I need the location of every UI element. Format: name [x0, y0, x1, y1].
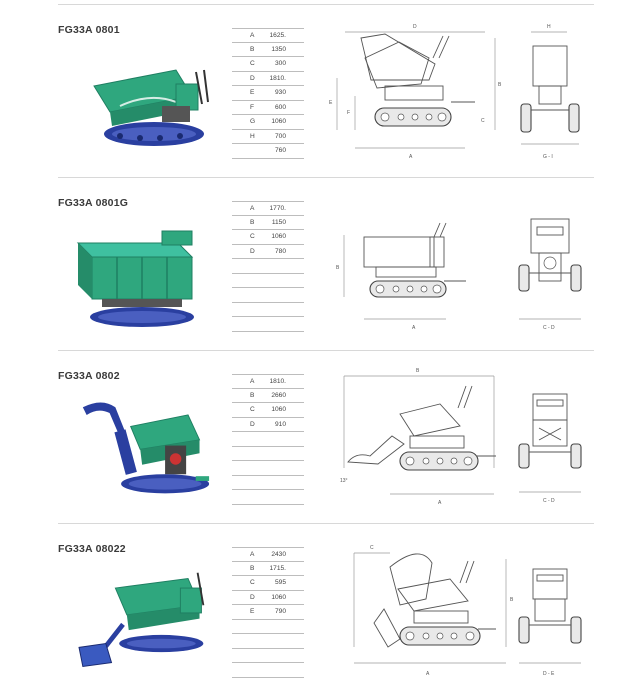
- spec-table: [232, 547, 304, 678]
- spec-row: F 600: [232, 101, 304, 116]
- spec-row: D 1060: [232, 591, 304, 606]
- spec-row: A 1810.: [232, 374, 304, 389]
- front-view-drawing: [515, 388, 585, 510]
- spec-row: B 1150: [232, 216, 304, 231]
- front-view-drawing: [515, 18, 585, 168]
- spec-row: C 595: [232, 576, 304, 591]
- svg-text:C - D: C - D: [543, 325, 555, 331]
- spec-row: [232, 476, 304, 491]
- svg-text:D: D: [413, 24, 417, 30]
- spec-row: [232, 620, 304, 635]
- spec-row: D 910: [232, 418, 304, 433]
- model-name: FG33A 0802: [58, 370, 120, 382]
- front-view-drawing: [515, 563, 585, 687]
- machine-photo-open-box: [62, 221, 217, 331]
- machine-photo-self-loader: [70, 392, 220, 502]
- spec-row: E 930: [232, 86, 304, 101]
- spec-row: D 780: [232, 245, 304, 260]
- svg-text:B: B: [336, 265, 340, 271]
- side-view-drawing: [325, 18, 500, 168]
- spec-row: [232, 432, 304, 447]
- spec-row: B 2660: [232, 389, 304, 404]
- spec-table: [232, 374, 304, 505]
- product-section-2: [0, 177, 639, 349]
- svg-text:C: C: [481, 118, 485, 124]
- svg-text:E: E: [329, 100, 333, 106]
- svg-text:B: B: [416, 368, 420, 374]
- spec-row: E 790: [232, 605, 304, 620]
- spec-row: C 1060: [232, 403, 304, 418]
- spec-row: A 1770.: [232, 201, 304, 216]
- side-view-drawing: [330, 364, 505, 514]
- spec-row: G 1060: [232, 115, 304, 130]
- svg-text:D - E: D - E: [543, 671, 555, 677]
- svg-text:A: A: [412, 325, 416, 331]
- spec-table: [232, 201, 304, 332]
- side-view-drawing: [340, 539, 515, 687]
- spec-row: [232, 317, 304, 332]
- svg-text:A: A: [438, 500, 442, 506]
- product-section-1: [0, 4, 639, 176]
- svg-text:B: B: [510, 597, 514, 603]
- spec-row: [232, 461, 304, 476]
- side-view-drawing: [330, 215, 480, 337]
- svg-text:G - I: G - I: [543, 154, 553, 160]
- spec-row: C 1060: [232, 230, 304, 245]
- product-section-4: [0, 523, 639, 695]
- spec-row: [232, 303, 304, 318]
- svg-text:A: A: [426, 671, 430, 677]
- machine-photo-dumper-shovel: [70, 567, 220, 677]
- spec-row: [232, 663, 304, 678]
- svg-text:13°: 13°: [340, 478, 348, 484]
- svg-text:A: A: [409, 154, 413, 160]
- spec-row: [232, 259, 304, 274]
- svg-text:C - D: C - D: [543, 498, 555, 504]
- spec-row: [232, 634, 304, 649]
- front-view-drawing: [515, 215, 585, 337]
- model-name: FG33A 08022: [58, 543, 126, 555]
- spec-row: [232, 274, 304, 289]
- spec-row: H 700: [232, 130, 304, 145]
- spec-row: 760: [232, 144, 304, 159]
- spec-row: A 2430: [232, 547, 304, 562]
- svg-text:F: F: [347, 110, 351, 116]
- machine-photo-dumper: [80, 44, 220, 154]
- spec-row: D 1810.: [232, 72, 304, 87]
- spec-row: A 1625.: [232, 28, 304, 43]
- svg-text:B: B: [498, 82, 502, 88]
- spec-row: [232, 288, 304, 303]
- spec-table: [232, 28, 304, 159]
- svg-text:C: C: [370, 545, 374, 551]
- model-name: FG33A 0801G: [58, 197, 129, 209]
- spec-row: [232, 490, 304, 505]
- model-name: FG33A 0801: [58, 24, 120, 36]
- spec-row: B 1350: [232, 43, 304, 58]
- spec-row: [232, 447, 304, 462]
- product-section-3: [0, 350, 639, 522]
- svg-text:H: H: [547, 24, 551, 30]
- spec-row: B 1715.: [232, 562, 304, 577]
- spec-row: [232, 649, 304, 664]
- spec-row: C 300: [232, 57, 304, 72]
